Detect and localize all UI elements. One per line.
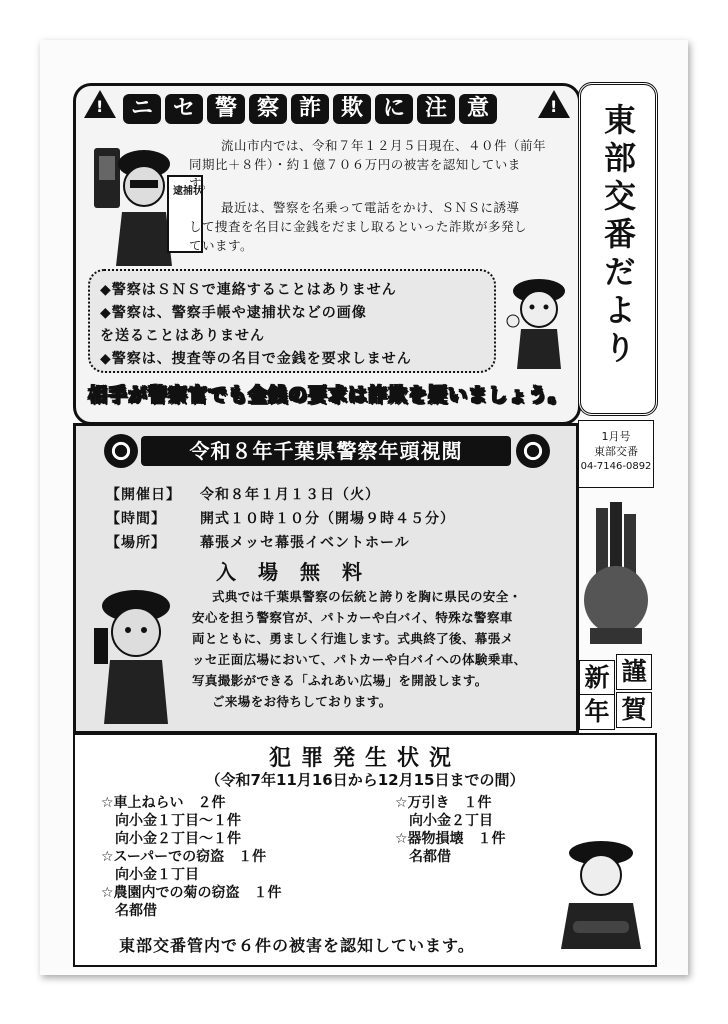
event-row-label: 【時間】	[106, 511, 166, 527]
notice-item: を送ることはありません	[100, 328, 265, 344]
notice-item: ◆警察はＳＮＳで連絡することはありません	[100, 282, 397, 298]
police-emblem-icon	[104, 434, 138, 468]
greeting-char: 謹	[616, 654, 652, 690]
officer-arms-crossed-illustration	[555, 837, 647, 949]
event-title: 令和８年千葉県警察年頭視閲	[141, 436, 511, 466]
police-notice-box	[88, 269, 496, 373]
event-place-row	[106, 532, 410, 552]
newsletter-title-box	[578, 82, 658, 416]
event-row-value: 幕張メッセ幕張イベントホール	[200, 535, 410, 551]
crime-item: ☆車上ねらい ２件	[101, 795, 226, 811]
headline-char: 察	[249, 94, 287, 124]
event-date-row	[106, 484, 380, 504]
headline-char: 注	[417, 94, 455, 124]
event-time-row	[106, 508, 455, 528]
crime-item: 向小金２丁目	[395, 813, 493, 829]
notice-item: ◆警察は、捜査等の名目で金銭を要求しません	[100, 351, 412, 367]
greeting-char: 新	[579, 660, 615, 696]
headline-char: ニ	[123, 94, 161, 124]
event-box	[73, 423, 579, 734]
crime-item: 名都借	[395, 849, 451, 865]
crime-item: ☆農園内での菊の窃盗 １件	[101, 885, 282, 901]
event-row-label: 【開催日】	[106, 487, 181, 503]
crime-item: ☆器物損壊 １件	[395, 831, 506, 847]
event-row-label: 【場所】	[106, 535, 166, 551]
officer-salute-illustration	[88, 584, 184, 724]
event-description: 式典では千葉県警察の伝統と誇りを胸に県民の安全・ 安心を担う警察官が、パトカーや白バイ、特殊な警察車 両とともに、勇ましく行進します。式典終了後、幕張メ ッセ正面広場において、パトカーや白バイへの体験乗車、 写真撮影ができる「ふれあい広場」を開設します。 ご来場をお待ちしております。	[192, 589, 527, 709]
greeting-char: 賀	[616, 692, 652, 728]
fraud-headline	[123, 94, 497, 124]
warning-icon: !	[538, 90, 570, 118]
headline-char: 意	[459, 94, 497, 124]
crime-item: 向小金２丁目～１件	[101, 831, 241, 847]
station-phone: 04-7146-0892	[580, 461, 652, 472]
police-emblem-icon	[516, 434, 550, 468]
crime-total: 東部交番管内で６件の被害を認知しています。	[119, 936, 475, 955]
headline-char: に	[375, 94, 413, 124]
headline-char: 欺	[333, 94, 371, 124]
fraud-paragraph-2: 最近は、警察を名乗って電話をかけ、ＳＮＳに誘導 して捜査を名目に金銭をだまし取るといった詐欺が多発し ています。	[189, 200, 528, 253]
warrant-label: 逮捕状	[173, 186, 203, 197]
issue-info-box	[578, 420, 654, 488]
headline-char: 警	[207, 94, 245, 124]
headline-char: 詐	[291, 94, 329, 124]
crime-item: 向小金１丁目～１件	[101, 813, 241, 829]
crime-item: 名都借	[101, 903, 157, 919]
crime-item: ☆万引き １件	[395, 795, 492, 811]
crime-title: 犯罪発生状況	[268, 746, 461, 771]
crime-item: ☆スーパーでの窃盗 １件	[101, 849, 267, 865]
fake-police-illustration	[86, 128, 206, 268]
kadomatsu-decoration-icon	[580, 500, 655, 650]
crime-item: 向小金１丁目	[101, 867, 199, 883]
headline-char: セ	[165, 94, 203, 124]
new-year-greeting	[578, 652, 654, 730]
warning-icon: !	[84, 90, 116, 118]
crime-period: （令和7年11月16日から12月15日までの間）	[205, 771, 525, 789]
free-admission: 入場無料	[216, 560, 384, 584]
station-name: 東部交番	[594, 445, 638, 458]
greeting-char: 年	[579, 694, 615, 730]
notice-item: ◆警察は、警察手帳や逮捕状などの画像	[100, 305, 367, 321]
officer-illustration	[501, 271, 571, 369]
event-row-value: 令和８年１月１３日（火）	[200, 487, 380, 503]
crime-status-box	[73, 733, 657, 967]
fraud-warning-box	[73, 83, 581, 425]
event-row-value: 開式１０時１０分（開場９時４５分）	[200, 511, 455, 527]
issue-month: 1月号	[601, 430, 631, 443]
fraud-paragraph-1: 流山市内では、令和７年１２月５日現在、４０件（前年 同期比＋８件）・約１億７０６万円の被害を認知していま す。	[189, 138, 547, 191]
fraud-slogan: 相手が警察官でも金銭の要求は詐欺を疑いましょう。	[88, 384, 569, 406]
newsletter-title: 東部交番だより	[599, 103, 637, 369]
